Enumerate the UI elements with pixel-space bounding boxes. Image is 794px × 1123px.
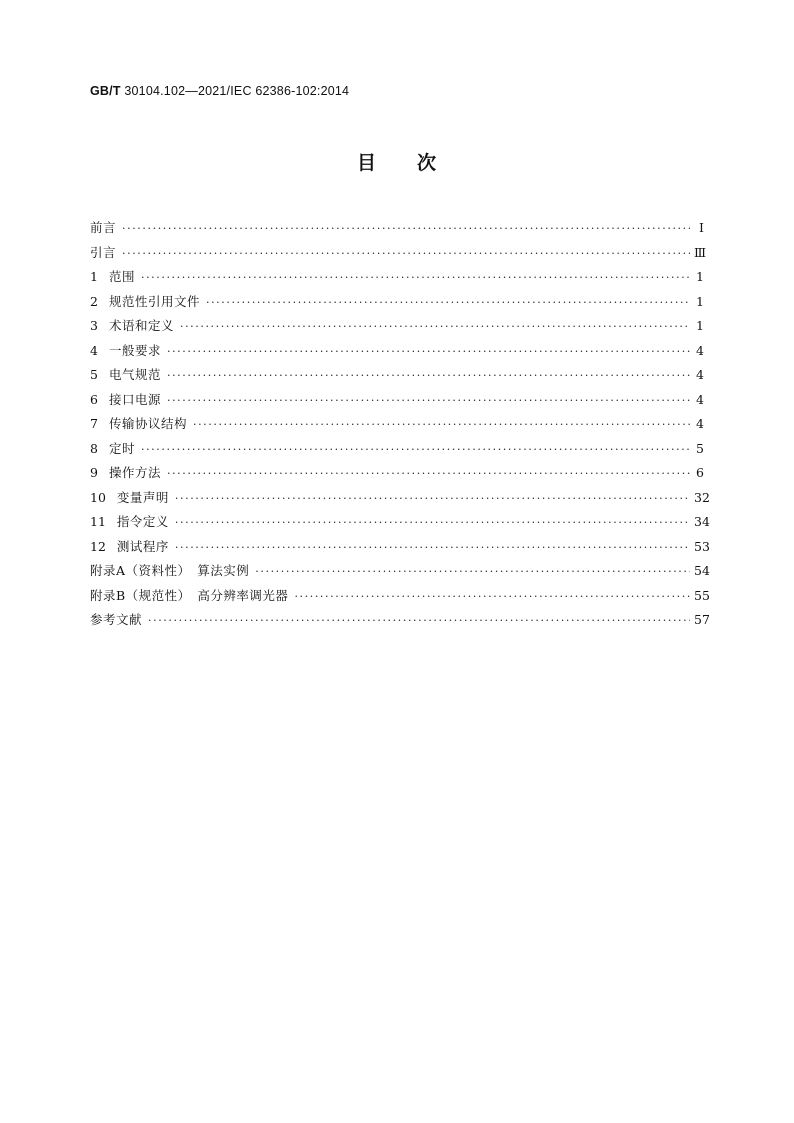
toc-dot-leader	[167, 340, 690, 365]
toc-entry-page: 4	[696, 342, 704, 358]
toc-dot-leader	[167, 364, 690, 389]
toc-list	[90, 216, 710, 633]
toc-entry[interactable]	[90, 290, 704, 315]
toc-entry-number: 1	[90, 269, 98, 284]
toc-entry-label: 范围	[108, 269, 135, 284]
toc-entry-number: 2	[90, 293, 98, 309]
toc-entry-label: 变量声明	[116, 489, 169, 505]
toc-entry-label: 术语和定义	[108, 318, 174, 333]
toc-entry[interactable]	[90, 437, 704, 462]
toc-entry[interactable]	[90, 265, 704, 290]
toc-dot-leader	[175, 511, 690, 536]
toc-dot-leader	[141, 438, 690, 463]
toc-entry-page: 5	[696, 440, 704, 456]
toc-entry-page: 1	[696, 269, 704, 284]
toc-dot-leader	[122, 217, 690, 242]
toc-entry-page: 55	[694, 587, 710, 603]
toc-dot-leader	[175, 536, 690, 561]
toc-entry[interactable]	[90, 584, 710, 609]
toc-entry-page: 4	[696, 391, 704, 407]
toc-entry-label: 接口电源	[108, 391, 161, 407]
toc-entry-page: 57	[694, 612, 710, 627]
toc-entry[interactable]	[90, 559, 710, 584]
toc-dot-leader	[206, 291, 690, 316]
toc-entry-label: 前言	[90, 220, 117, 235]
toc-dot-leader	[141, 266, 690, 291]
toc-entry-page: 6	[696, 465, 704, 480]
toc-entry-page: Ⅲ	[694, 244, 707, 260]
toc-entry-page: 4	[696, 416, 704, 431]
toc-entry-number: 11	[90, 514, 106, 529]
toc-entry[interactable]	[90, 486, 710, 511]
toc-entry-number: 10	[90, 489, 106, 505]
toc-entry-page: 34	[694, 514, 710, 529]
toc-entry-page: 32	[694, 489, 710, 505]
toc-entry-label: 参考文献	[90, 612, 143, 627]
toc-entry-label: 电气规范	[108, 367, 161, 382]
toc-entry[interactable]	[90, 363, 704, 388]
document-header	[90, 84, 349, 98]
toc-entry-page: 1	[696, 318, 704, 333]
toc-entry[interactable]	[90, 608, 710, 633]
toc-dot-leader	[167, 462, 690, 487]
toc-entry-page: 54	[694, 563, 710, 578]
toc-dot-leader	[122, 242, 690, 267]
toc-entry-label: 测试程序	[116, 538, 169, 554]
toc-entry-number: 9	[90, 465, 98, 480]
toc-entry-page: 4	[696, 367, 704, 382]
toc-dot-leader	[167, 389, 690, 414]
toc-entry-label: 一般要求	[108, 342, 161, 358]
toc-entry-number: 12	[90, 538, 106, 554]
toc-entry[interactable]	[90, 339, 704, 364]
toc-entry-number: 3	[90, 318, 98, 333]
toc-entry-number: 8	[90, 440, 98, 456]
toc-entry-page: 1	[696, 293, 704, 309]
toc-dot-leader	[193, 413, 690, 438]
toc-entry-label: 附录A（资料性） 算法实例	[90, 563, 250, 578]
toc-dot-leader	[148, 609, 690, 634]
toc-entry[interactable]	[90, 412, 704, 437]
toc-entry-number: 4	[90, 342, 98, 358]
toc-dot-leader	[175, 487, 690, 512]
toc-dot-leader	[255, 560, 690, 585]
toc-entry[interactable]	[90, 314, 704, 339]
toc-entry-page: Ⅰ	[699, 220, 704, 235]
toc-entry[interactable]	[90, 241, 707, 266]
toc-entry-number: 6	[90, 391, 98, 407]
toc-title: 目 次	[356, 152, 437, 174]
toc-entry-label: 操作方法	[108, 465, 161, 480]
toc-entry-number: 5	[90, 367, 98, 382]
standard-code: GB/T	[90, 84, 121, 98]
toc-entry-label: 附录B（规范性） 高分辨率调光器	[90, 587, 289, 603]
toc-entry-label: 引言	[90, 244, 117, 260]
toc-dot-leader	[294, 585, 690, 610]
toc-entry-number: 7	[90, 416, 98, 431]
toc-entry-page: 53	[694, 538, 710, 554]
toc-entry-label: 定时	[108, 440, 135, 456]
toc-entry[interactable]	[90, 535, 710, 560]
toc-entry-label: 规范性引用文件	[108, 293, 200, 309]
toc-entry[interactable]	[90, 510, 710, 535]
toc-entry-label: 传输协议结构	[108, 416, 187, 431]
toc-entry[interactable]	[90, 216, 704, 241]
toc-dot-leader	[180, 315, 690, 340]
standard-number: 30104.102—2021/IEC 62386-102:2014	[124, 84, 350, 98]
toc-entry[interactable]	[90, 461, 704, 486]
toc-entry-label: 指令定义	[116, 514, 169, 529]
toc-entry[interactable]	[90, 388, 704, 413]
